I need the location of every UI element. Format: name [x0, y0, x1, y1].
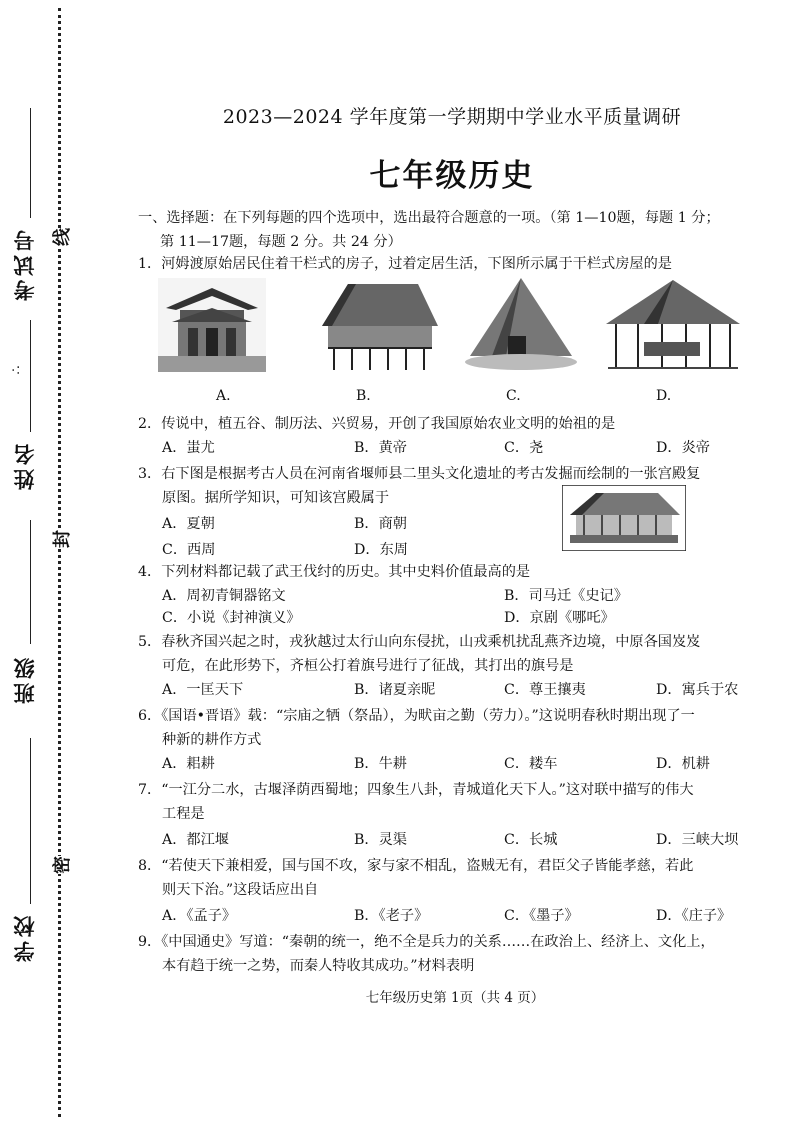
q8-option-c[interactable]: C．《墨子》: [504, 908, 579, 924]
question-2: 2．传说中，植五谷、制历法、兴贸易，开创了我国原始农业文明的始祖的是: [138, 416, 616, 432]
page-footer: 七年级历史第 1页（共 4 页）: [365, 990, 545, 1006]
question-3: 3．右下图是根据考古人员在河南省堰师县二里头文化遗址的考古发掘而绘制的一张宫殿复: [138, 466, 701, 482]
school-label: 学校: [12, 912, 37, 962]
section-instruction: 一、选择题：在下列每题的四个选项中，选出最符合题意的一项。（第 1—10题，每题 1 分；: [138, 210, 720, 226]
option-c-image: [462, 278, 580, 372]
q5-option-a[interactable]: A．一匡天下: [162, 682, 244, 698]
option-d-label[interactable]: D.: [656, 388, 672, 404]
q3-option-b[interactable]: B．商朝: [354, 516, 407, 532]
option-a-image: [158, 278, 266, 372]
option-c-label[interactable]: C.: [506, 388, 521, 404]
q2-option-d[interactable]: D．炎帝: [656, 440, 710, 456]
exam-subtitle: 2023—2024 学年度第一学期期中学业水平质量调研: [222, 106, 682, 128]
q7-option-b[interactable]: B．灵渠: [354, 832, 407, 848]
exam-number-field[interactable]: [30, 108, 31, 218]
q7-option-d[interactable]: D．三峡大坝: [656, 832, 739, 848]
q4-option-c[interactable]: C．小说《封神演义》: [162, 610, 301, 626]
question-6: 6．《国语•晋语》载：“宗庙之牺（祭品），为畎亩之勤（劳力）。”这说明春秋时期出现了一: [138, 708, 695, 724]
q7-option-a[interactable]: A．都江堰: [162, 832, 229, 848]
school-field[interactable]: [30, 738, 31, 904]
q5-option-d[interactable]: D．寓兵于农: [656, 682, 739, 698]
seal-char-mi: 密: [46, 856, 76, 874]
q6-option-d[interactable]: D．机耕: [656, 756, 710, 772]
name-field[interactable]: [30, 320, 31, 432]
class-field[interactable]: [30, 520, 31, 644]
question-7: 7．“一江分二水，古堰泽荫西蜀地；四象生八卦，青城道化天下人。”这对联中描写的伟大: [138, 782, 694, 798]
option-b-label[interactable]: B.: [356, 388, 371, 404]
q5-option-c[interactable]: C．尊王攘夷: [504, 682, 586, 698]
question-7-cont: 工程是: [162, 806, 205, 822]
seal-char-feng: 封: [46, 530, 76, 548]
q3-option-d[interactable]: D．东周: [354, 542, 408, 558]
question-8: 8．“若使天下兼相爱，国与国不攻，家与家不相乱，盗贼无有，君臣父子皆能孝慈，若此: [138, 858, 694, 874]
q8-option-b[interactable]: B．《老子》: [354, 908, 429, 924]
palace-reconstruction-image: [562, 485, 686, 551]
q5-option-b[interactable]: B．诸夏亲昵: [354, 682, 436, 698]
q2-option-a[interactable]: A．蚩尤: [162, 440, 215, 456]
class-label: 班级: [12, 654, 37, 704]
exam-title: 七年级历史: [369, 158, 535, 194]
q4-option-d[interactable]: D．京剧《哪吒》: [504, 610, 615, 626]
q4-option-a[interactable]: A．周初青铜器铭文: [162, 588, 286, 604]
q6-option-c[interactable]: C．耧车: [504, 756, 558, 772]
question-6-cont: 种新的耕作方式: [162, 732, 262, 748]
section-instruction-cont: 第 11—17题，每题 2 分。共 24 分）: [160, 234, 402, 250]
option-a-label[interactable]: A.: [216, 388, 231, 404]
q2-option-b[interactable]: B．黄帝: [354, 440, 407, 456]
q7-option-c[interactable]: C．长城: [504, 832, 558, 848]
binding-dotted-line: [58, 8, 61, 1117]
question-4: 4．下列材料都记载了武王伐纣的历史。其中史料价值最高的是: [138, 564, 531, 580]
q8-option-d[interactable]: D．《庄子》: [656, 908, 732, 924]
q3-option-a[interactable]: A．夏朝: [162, 516, 215, 532]
q8-option-a[interactable]: A．《孟子》: [162, 908, 237, 924]
question-1: 1．河姆渡原始居民住着干栏式的房子，过着定居生活，下图所示属于干栏式房屋的是: [138, 256, 672, 272]
question-3-cont: 原图。据所学知识，可知该宫殿属于: [162, 490, 390, 506]
q6-option-a[interactable]: A．耜耕: [162, 756, 215, 772]
option-d-image: [604, 278, 742, 372]
q2-option-c[interactable]: C．尧: [504, 440, 544, 456]
question-5: 5．春秋齐国兴起之时，戎狄越过太行山向东侵扰，山戎乘机扰乱燕齐边境，中原各国岌岌: [138, 634, 701, 650]
stray-mark: ∴: [8, 365, 25, 375]
q3-option-c[interactable]: C．西周: [162, 542, 216, 558]
question-8-cont: 则天下治。”这段话应出自: [162, 882, 319, 898]
exam-number-label: 考试号: [12, 226, 37, 301]
question-5-cont: 可危，在此形势下，齐桓公打着旗号进行了征战，其打出的旗号是: [162, 658, 574, 674]
seal-char-xian: 线: [46, 228, 76, 246]
option-b-image: [318, 278, 440, 372]
q4-option-b[interactable]: B．司马迁《史记》: [504, 588, 628, 604]
q6-option-b[interactable]: B．牛耕: [354, 756, 407, 772]
name-label: 姓名: [12, 440, 37, 490]
question-9-cont: 本有趋于统一之势，而秦人特收其成功。”材料表明: [162, 958, 475, 974]
question-9: 9．《中国通史》写道：“秦朝的统一，绝不全是兵力的关系……在政治上、经济上、文化上，: [138, 934, 715, 950]
